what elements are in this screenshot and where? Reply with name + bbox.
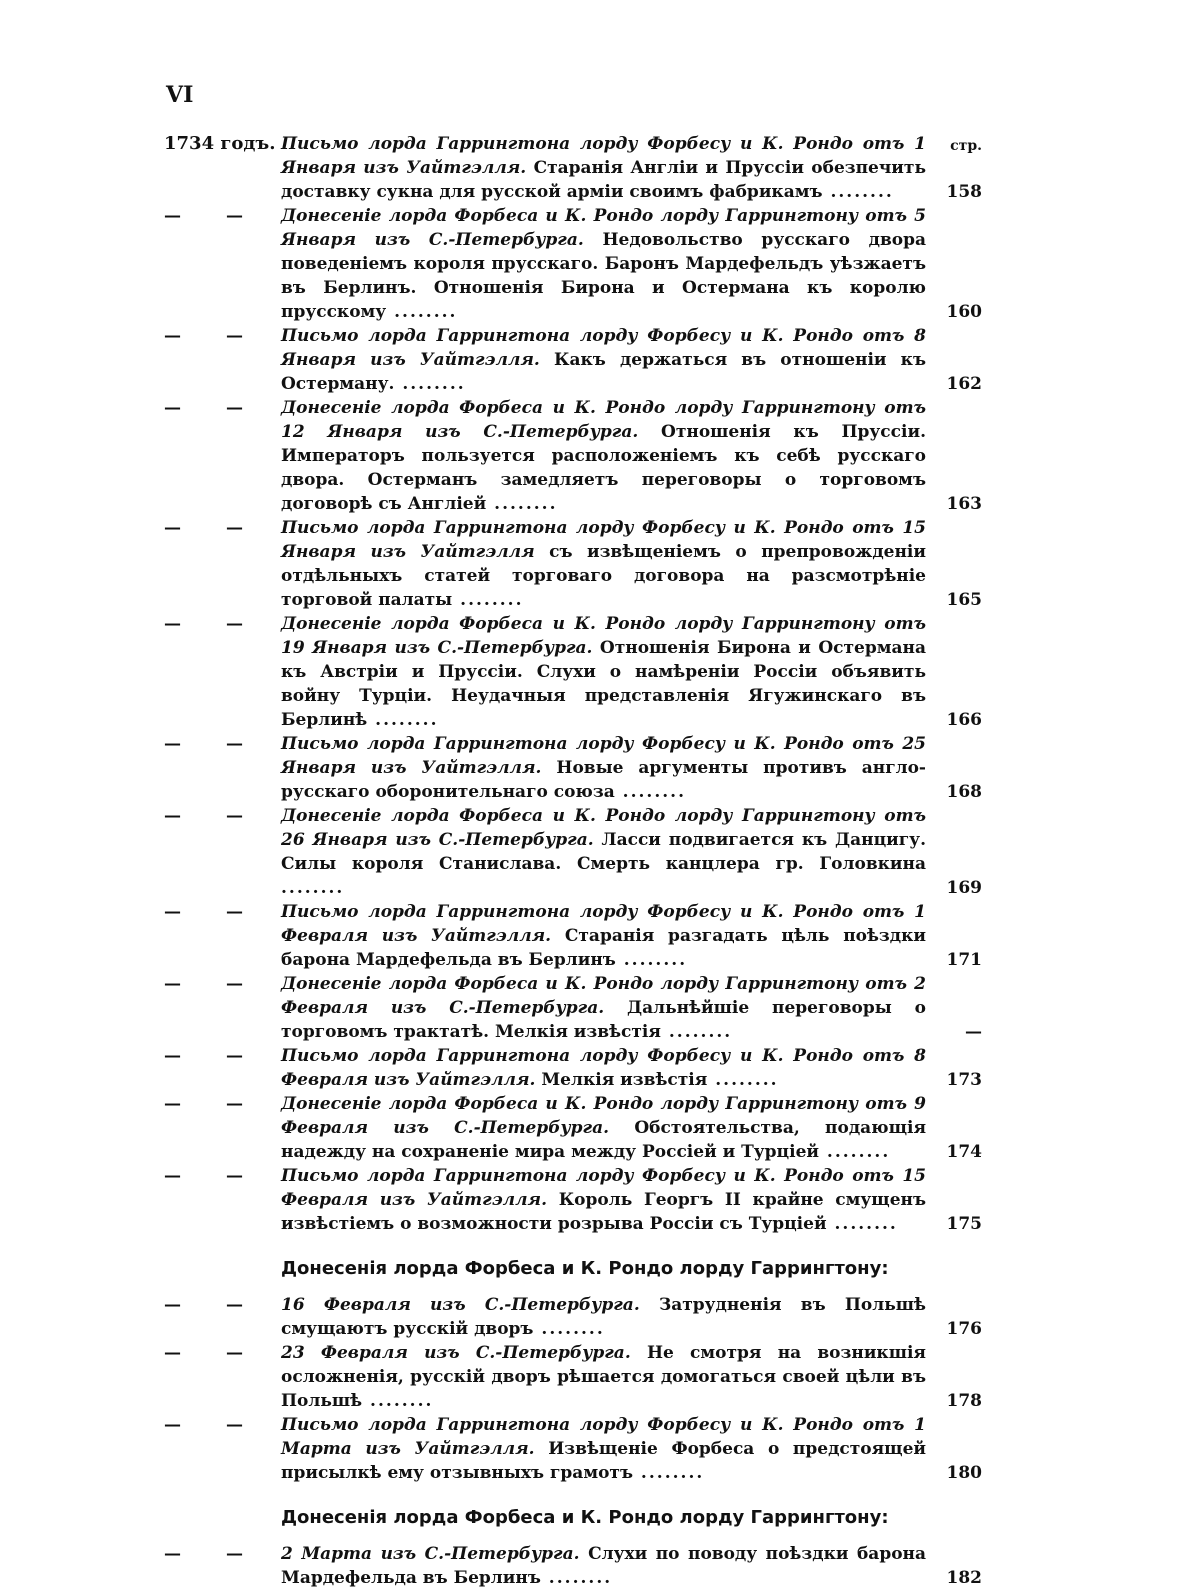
leader-dots: ........ (367, 710, 439, 730)
toc-entry (164, 1164, 982, 1236)
entry-text (281, 132, 930, 204)
label-ditto-dash: — (226, 1295, 243, 1315)
year-ditto-dash: — (164, 614, 181, 634)
year-label: 1734 годъ. (164, 133, 276, 154)
year-ditto-dash: — (164, 1295, 181, 1315)
label-ditto-dash: — (226, 1094, 243, 1114)
leader-dots: ........ (362, 1391, 434, 1411)
page-ref: 178 (946, 1391, 982, 1411)
year-ditto-dash: — (164, 734, 181, 754)
toc-entry (164, 804, 982, 900)
page-ref: 165 (946, 590, 982, 610)
page-ref: 160 (946, 302, 982, 322)
entry-text (281, 900, 930, 972)
entry-group-2 (164, 1293, 982, 1485)
leader-dots: ........ (660, 1022, 733, 1042)
page-ref: 162 (946, 374, 982, 394)
leader-dots: ........ (822, 182, 894, 202)
toc-entry (164, 1293, 982, 1341)
entry-description: Мелкія извѣстія (541, 1070, 708, 1090)
label-ditto-dash: — (226, 1343, 243, 1363)
toc-entry (164, 396, 982, 516)
toc-entry (164, 972, 982, 1044)
page-ref: 171 (946, 950, 982, 970)
label-ditto-dash: — (226, 518, 243, 538)
entry-description: съ извѣщеніемъ о препровожденіи отдѣльныхъ статей торговаго договора на разсмотрѣніе торговой палаты (281, 542, 926, 610)
entry-description: Король Георгъ II крайне смущенъ извѣстіемъ о возможности розрыва Россіи съ Турціей (281, 1190, 926, 1234)
label-ditto-dash: — (226, 1544, 243, 1564)
table-of-contents (164, 132, 982, 1590)
year-ditto-dash: — (164, 518, 181, 538)
entry-description: Ласси подвигается къ Данцигу. Силы короля Станислава. Смерть канцлера гр. Головкина (281, 830, 926, 874)
entry-description: Отношенія Бирона и Остермана къ Австріи и Пруссіи. Слухи о намѣреніи Россіи объявить войну Турціи. Неудачныя представленія Ягужинскаго въ Берлинѣ (281, 638, 926, 730)
entry-title: Письмо лорда Гаррингтона лорду Форбесу и К. Рондо отъ 15 Февраля изъ Уайтгэлля. (281, 1166, 926, 1210)
leader-dots: ........ (281, 878, 345, 898)
entry-title: Письмо лорда Гаррингтона лорду Форбесу и К. Рондо отъ 25 Января изъ Уайтгэлля. (281, 734, 926, 778)
entry-title: Донесеніе лорда Форбеса и К. Рондо лорду Гаррингтону отъ 26 Января изъ С.-Петербурга. (281, 806, 926, 850)
entry-title: Письмо лорда Гаррингтона лорду Форбесу и К. Рондо отъ 1 Марта изъ Уайтгэлля. (281, 1415, 926, 1459)
toc-entry (164, 1341, 982, 1413)
entry-title: 16 Февраля изъ С.-Петербурга. (281, 1295, 640, 1315)
entry-description: Отношенія къ Пруссіи. Императоръ пользуется расположеніемъ къ себѣ русскаго двора. Остерманъ замедляетъ переговоры о торговомъ договорѣ съ Англіей (281, 422, 926, 514)
year-ditto-dash: — (164, 1544, 181, 1564)
entry-title: 23 Февраля изъ С.-Петербурга. (281, 1343, 631, 1363)
entry-title: Письмо лорда Гаррингтона лорду Форбесу и К. Рондо отъ 1 Февраля изъ Уайтгэлля. (281, 902, 926, 946)
page-ref: 169 (946, 878, 982, 898)
entry-text (281, 1341, 930, 1413)
year-ditto-dash: — (164, 1343, 181, 1363)
entry-title: Письмо лорда Гаррингтона лорду Форбесу и К. Рондо отъ 1 Января изъ Уайтгэлля. (281, 134, 926, 178)
toc-entry (164, 132, 982, 204)
label-ditto-dash: — (226, 902, 243, 922)
leader-dots: ........ (533, 1319, 605, 1339)
entry-text (281, 1293, 930, 1341)
toc-entry (164, 1542, 982, 1590)
entry-title: Донесеніе лорда Форбеса и К. Рондо лорду Гаррингтону отъ 19 Января изъ С.-Петербурга. (281, 614, 926, 658)
leader-dots: ........ (386, 302, 458, 322)
entry-text (281, 204, 930, 324)
leader-dots: ........ (394, 374, 466, 394)
label-ditto-dash: — (226, 1415, 243, 1435)
entry-title: Донесеніе лорда Форбеса и К. Рондо лорду Гаррингтону отъ 5 Января изъ С.-Петербурга. (281, 206, 926, 250)
leader-dots: ........ (540, 1568, 613, 1588)
entry-description: Новые аргументы противъ англо-русскаго оборонительнаго союза (281, 758, 926, 802)
page-ref: 163 (946, 494, 982, 514)
entry-title: Донесеніе лорда Форбеса и К. Рондо лорду Гаррингтону отъ 2 Февраля изъ С.-Петербурга. (281, 974, 926, 1018)
entry-text (281, 396, 930, 516)
label-ditto-dash: — (226, 806, 243, 826)
entry-title: 2 Марта изъ С.-Петербурга. (281, 1544, 580, 1564)
entry-description: Слухи по поводу поѣздки барона Мардефельда въ Берлинъ (281, 1544, 926, 1588)
page-number: VI (166, 82, 194, 108)
leader-dots: ........ (819, 1142, 891, 1162)
year-ditto-dash: — (164, 206, 181, 226)
label-ditto-dash: — (226, 974, 243, 994)
entry-description: Затрудненія въ Польшѣ смущаютъ русскій дворъ (281, 1295, 926, 1339)
year-ditto-dash: — (164, 1166, 181, 1186)
page-ref: 166 (946, 710, 982, 730)
section-heading-2: Донесенія лорда Форбеса и К. Рондо лорду Гаррингтону: (281, 1507, 889, 1528)
entry-text (281, 972, 930, 1044)
leader-dots: ........ (486, 494, 558, 514)
label-ditto-dash: — (226, 1166, 243, 1186)
entry-description: Извѣщеніе Форбеса о предстоящей присылкѣ ему отзывныхъ грамотъ (281, 1439, 927, 1483)
leader-dots: ........ (633, 1463, 705, 1483)
entry-title: Донесеніе лорда Форбеса и К. Рондо лорду Гаррингтону отъ 9 Февраля изъ С.-Петербурга. (281, 1094, 926, 1138)
toc-entry (164, 516, 982, 612)
year-ditto-dash: — (164, 806, 181, 826)
entry-text (281, 612, 930, 732)
section-heading-1: Донесенія лорда Форбеса и К. Рондо лорду Гаррингтону: (281, 1258, 889, 1279)
entry-title: Письмо лорда Гаррингтона лорду Форбесу и К. Рондо отъ 8 Января изъ Уайтгэлля. (281, 326, 926, 370)
page-ref: 180 (946, 1463, 982, 1483)
toc-entry (164, 612, 982, 732)
entry-group-1 (164, 132, 982, 1236)
leader-dots: ........ (707, 1070, 779, 1090)
toc-entry (164, 1092, 982, 1164)
page-ref: 182 (946, 1568, 982, 1588)
entry-text (281, 516, 930, 612)
entry-title: Письмо лорда Гаррингтона лорду Форбесу и К. Рондо отъ 15 Января изъ Уайтгэлля (281, 518, 926, 562)
toc-entry (164, 1413, 982, 1485)
label-ditto-dash: — (226, 206, 243, 226)
year-ditto-dash: — (164, 1094, 181, 1114)
label-ditto-dash: — (226, 614, 243, 634)
label-ditto-dash: — (226, 326, 243, 346)
page-ref: — (965, 1022, 982, 1042)
leader-dots: ........ (452, 590, 524, 610)
label-ditto-dash: — (226, 734, 243, 754)
entry-text (281, 1413, 930, 1485)
entry-text (281, 1164, 930, 1236)
page-ref: 168 (946, 782, 982, 802)
toc-entry (164, 732, 982, 804)
entry-description: Обстоятельства, подающія надежду на сохраненіе мира между Россіей и Турціей (281, 1118, 927, 1162)
entry-description: Недовольство русскаго двора поведеніемъ короля прусскаго. Баронъ Мардефельдъ уѣзжаетъ въ Берлинъ. Отношенія Бирона и Остермана къ королю прусскому (281, 230, 927, 322)
page-ref: 176 (946, 1319, 982, 1339)
toc-entry (164, 324, 982, 396)
year-ditto-dash: — (164, 1415, 181, 1435)
entry-description: Не смотря на возникшія осложненія, русскій дворъ рѣшается домогаться своей цѣли въ Польшѣ (281, 1343, 926, 1411)
year-ditto-dash: — (164, 398, 181, 418)
leader-dots: ........ (615, 950, 688, 970)
entry-title: Донесеніе лорда Форбеса и К. Рондо лорду Гаррингтону отъ 12 Января изъ С.-Петербурга. (281, 398, 926, 442)
entry-description: Какъ держаться въ отношеніи къ Остерману. (281, 350, 926, 394)
entry-description: Дальнѣйшіе переговоры о торговомъ трактатѣ. Мелкія извѣстія (281, 998, 926, 1042)
toc-entry (164, 1044, 982, 1092)
entry-title: Письмо лорда Гаррингтона лорду Форбесу и К. Рондо отъ 8 Февраля изъ Уайтгэлля. (281, 1046, 926, 1090)
page-ref: 158 (946, 182, 982, 202)
leader-dots: ........ (614, 782, 687, 802)
year-ditto-dash: — (164, 974, 181, 994)
entry-text (281, 1092, 930, 1164)
page-ref: 173 (946, 1070, 982, 1090)
label-ditto-dash: — (226, 398, 243, 418)
label-ditto-dash: — (226, 1046, 243, 1066)
page-ref: 174 (946, 1142, 982, 1162)
toc-entry (164, 900, 982, 972)
toc-entry (164, 204, 982, 324)
entry-text (281, 1542, 930, 1590)
entry-text (281, 324, 930, 396)
page-ref: 175 (946, 1214, 982, 1234)
entry-group-3 (164, 1542, 982, 1590)
entry-text (281, 732, 930, 804)
entry-text (281, 1044, 930, 1092)
page-column-label: стр. (950, 138, 982, 154)
year-ditto-dash: — (164, 326, 181, 346)
entry-text (281, 804, 930, 900)
entry-description: Старанія Англіи и Пруссіи обезпечить доставку сукна для русской арміи своимъ фабрикамъ (281, 158, 926, 202)
entry-description: Старанія разгадать цѣль поѣздки барона Мардефельда въ Берлинъ (281, 926, 927, 970)
leader-dots: ........ (826, 1214, 898, 1234)
year-ditto-dash: — (164, 1046, 181, 1066)
year-ditto-dash: — (164, 902, 181, 922)
